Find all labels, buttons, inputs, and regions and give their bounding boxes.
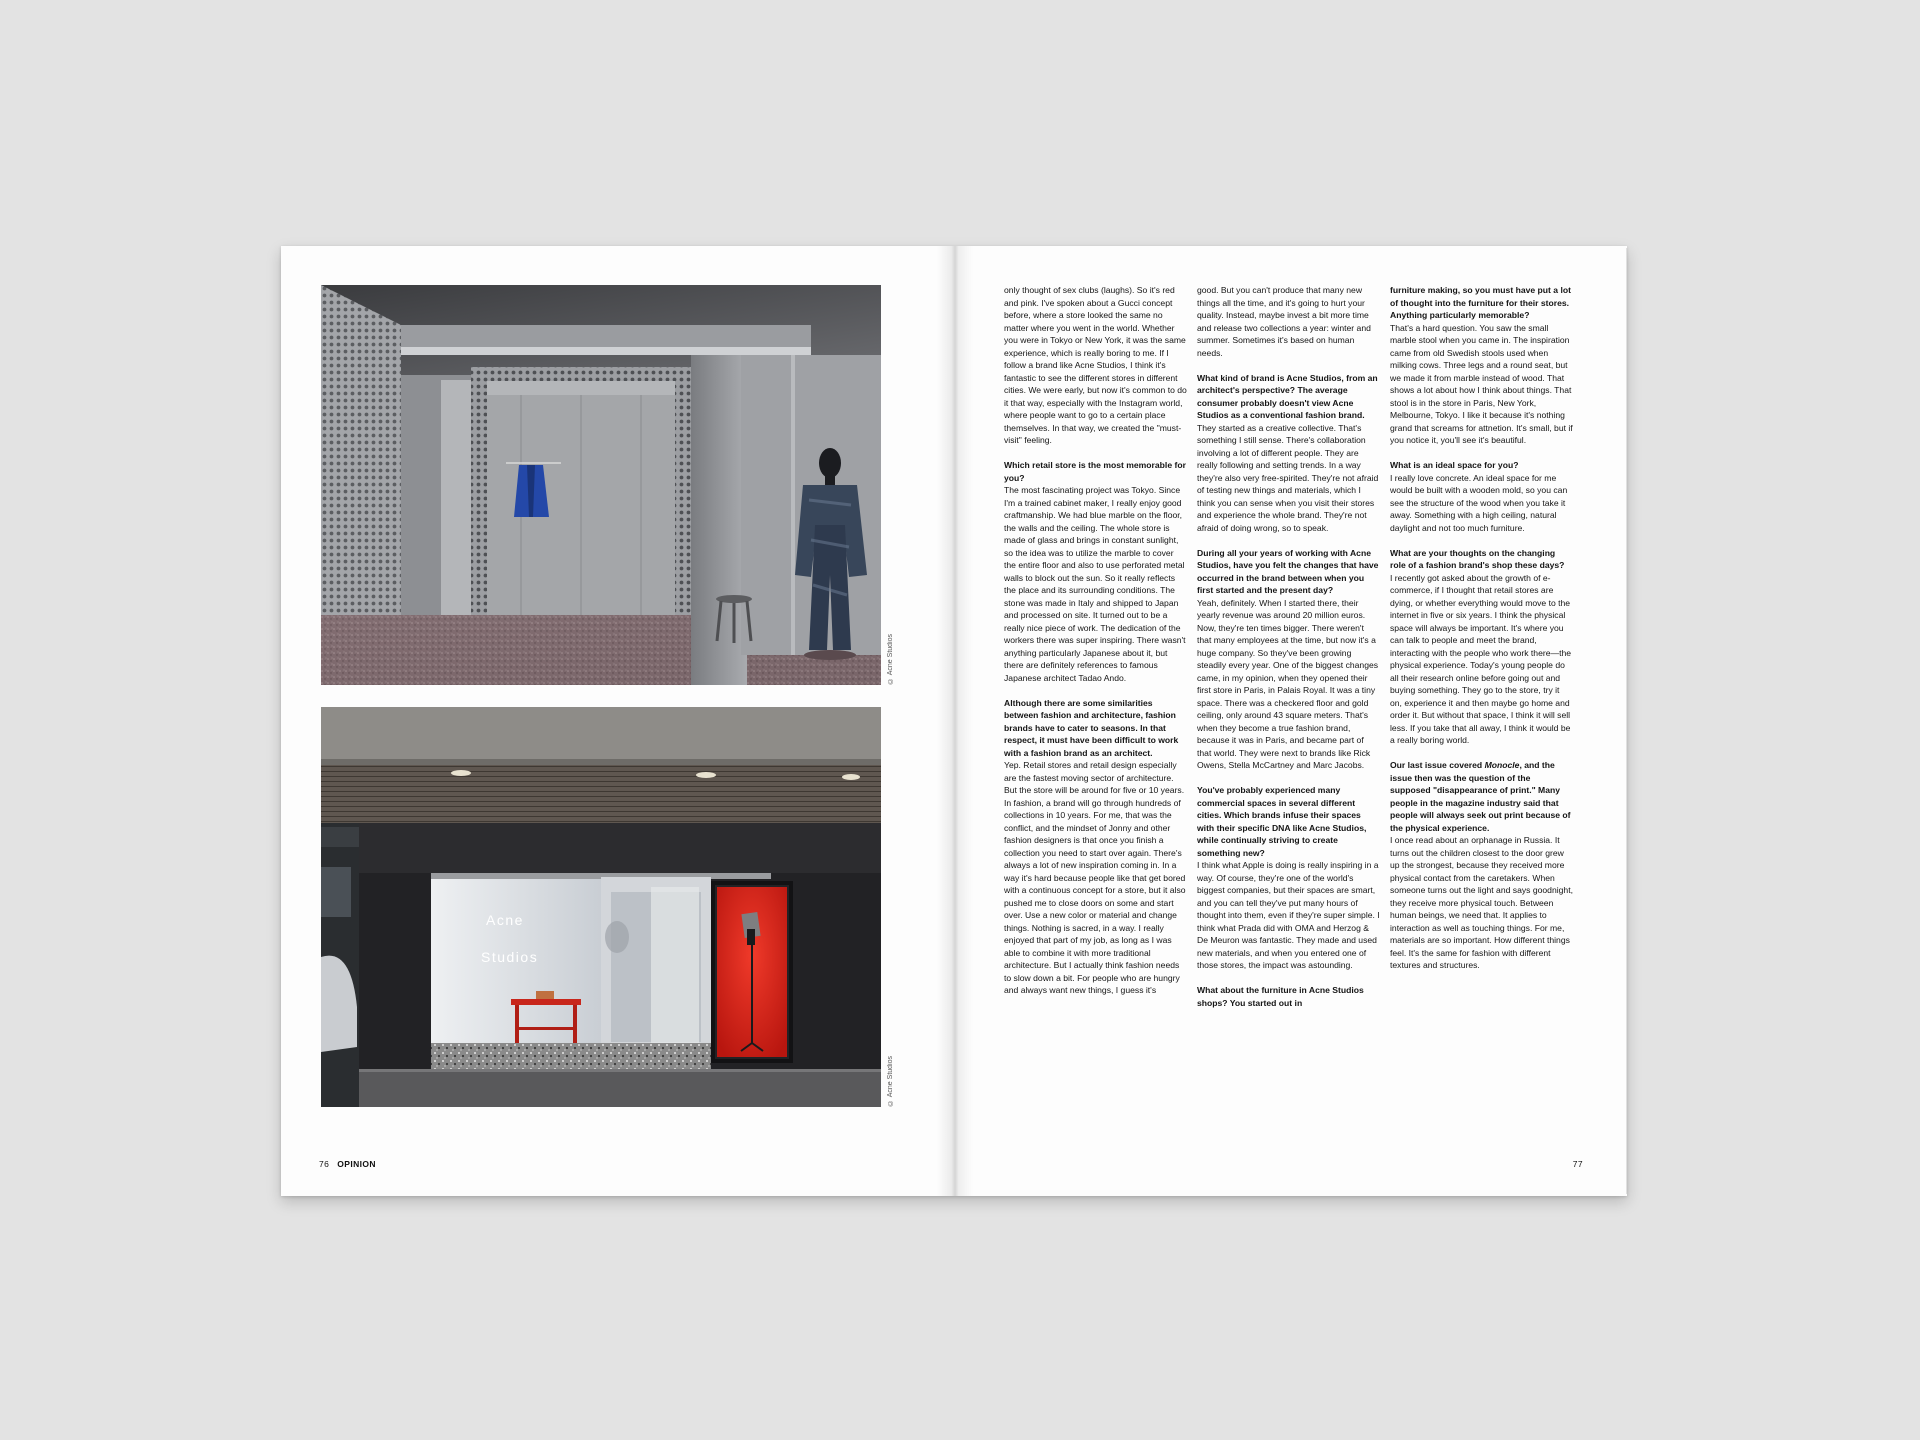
question: What are your thoughts on the changing role of a fashion brand's shop these days? [1390,547,1565,570]
page-number: 76 [319,1159,330,1169]
qa-block [1004,459,1187,684]
qa-block [1390,547,1573,747]
question: During all your years of working with Acne Studios, have you felt the changes that have occurred in the brand between when you first started and the present day? [1197,547,1379,595]
question: What is an ideal space for you? [1390,460,1519,470]
folio-left [319,1159,376,1169]
section-title: OPINION [337,1159,376,1169]
sign-studios: Studios [481,949,539,965]
answer: They started as a creative collective. That's something I still sense. There's collaboration involving a lot of different people. They are really following and setting trends. In a way they're also very free-spirited. They're not afraid of testing new things and materials, which I think you can sense when you visit their stores and experience the whole brand. They're not afraid of doing wrong, so to speak. [1197,422,1379,533]
sign-acne: Acne [486,912,524,928]
answer: I once read about an orphanage in Russia. It turns out the children closest to the door grew up the strongest, because they received more physical contact from the caretakers. When someone turns out the light and says goodnight, they receive more physical touch. Between human beings, we need that. It applies to interaction as well as touching things. For me, materials are so important. How different things feel. It's the same for fashion with different textures and structures. [1390,835,1573,970]
answer: That's a hard question. You saw the small marble stool when you came in. The inspiration came from old Swedish stools used when milking cows. Three legs and a round seat, but we made it from marble instead of wood. That shows a lot about how I think about things. That stool is in the store in Paris, New York, Melbourne, Tokyo. I like it because it's nothing grand that screams for attnetion. It's small, but if you notice it, you'll see it's beautiful. [1390,322,1573,445]
text-column-3 [1390,284,1573,1109]
qa-block [1390,284,1573,447]
question [1390,759,1573,834]
magazine-name: Monocle [1484,760,1520,770]
question: furniture making, so you must have put a lot of thought into the furniture for their stores. Anything particularly memorable? [1390,285,1571,320]
magazine-spread [281,246,1627,1196]
storefront-photo [321,707,881,1107]
question: What kind of brand is Acne Studios, from an architect's perspective? The average consumer probably doesn't view Acne Studios as a conventional fashion brand. [1197,372,1378,420]
question: You've probably experienced many commercial spaces in several different cities. Which brands infuse their spaces with their specific DNA like Acne Studios, while continually striving to create something new? [1197,785,1367,858]
qa-block [1390,459,1573,534]
qa-block [1004,697,1187,997]
answer: I think what Apple is doing is really inspiring in a way. Of course, they're one of the world's biggest companies, but their spaces are smart, and you can tell they've put many hours of thought into them, even if they're super simple. I think what Prada did with OMA and Herzog & De Meuron was fantastic. They made and used new materials, and when you entered one of those stores, the impact was astounding. [1197,860,1380,970]
qa-block [1197,547,1380,772]
question: Although there are some similarities between fashion and architecture, fashion brands have to cater to seasons. In that respect, it must have been difficult to work with a fashion brand as an architect. [1004,697,1179,758]
store-interior-photo [321,285,881,685]
question-part: , and the issue then was the question of the supposed "disappearance of print." Many people in the magazine industry said that people will always seek out print because of the physical experience. [1390,760,1571,833]
paragraph: only thought of sex clubs (laughs). So it's red and pink. I've spoken about a Gucci concept before, where a store looked the same no matter where you went in the world. Whether you were in Tokyo or New York, it was the same experience, which is really boring to me. If I follow a brand like Acne Studios, I think it's fantastic to see the different stores in different cities. We were early, but now it's common to do it that way, especially with the Instagram world, where people want to go to a certain place themselves. In that way, we created the "must-visit" feeling. [1004,285,1187,445]
answer: Yep. Retail stores and retail design especially are the fastest moving sector of architecture. But the store will be around for five or 10 years. In fashion, a brand will go through hundreds of collections in 10 years. For me, that was the conflict, and the mindset of Jonny and other fashion designers is that once you finish a collection you need to start over again. There's always a lot of new inspiration coming in. In a way it's hard because people like that get bored with a continuous concept for a store, but it also pushed me to close doors on some and start over. Use a new color or material and change things. Nothing is sacred, in a way. I really enjoyed that part of my job, as long as I was able to combine it with more traditional architecture. But I actually think fashion needs to slow down a bit. For people who are hungry and always want new things, I guess it's [1004,760,1186,995]
photo-credit: © Acne Studios [887,634,894,684]
qa-block [1197,784,1380,972]
photo-credit: © Acne Studios [887,1056,894,1106]
text-column-2 [1197,284,1380,1109]
question-part: Our last issue covered [1390,760,1485,770]
qa-block [1390,759,1573,972]
right-page [952,246,1627,1196]
left-page [281,246,952,1196]
question: Which retail store is the most memorable for you? [1004,460,1186,483]
qa-block [1197,372,1380,535]
text-column-1 [1004,284,1187,1109]
question: What about the furniture in Acne Studios shops? You started out in [1197,985,1364,1008]
paragraph: good. But you can't produce that many new things all the time, and it's going to hurt your quality. Instead, maybe invest a bit more time and release two collections a year: winter and summer. Sometimes it's based on human needs. [1197,285,1371,358]
answer: Yeah, definitely. When I started there, their yearly revenue was around 20 million euros. Now, they're ten times bigger. There weren't that many employees at the time, but now it's a huge company. So they've been growing steadily every year. One of the biggest changes came, in my opinion, when they opened their first store in Paris, in Palais Royal. It was a tiny space. There was a checkered floor and gold ceiling, only around 43 square meters. That's when they become a true fashion brand, because it was in Paris, and became part of that world. They were next to brands like Rick Owens, Stella McCartney and Marc Jacobs. [1197,597,1379,770]
page-edge [1626,248,1627,1194]
answer: I recently got asked about the growth of e-commerce, if I thought that retail stores are dying, or whether everything would move to the internet in five or six years. I think the physical space will always be important. It's where you can talk to people and meet the brand, interacting with the people who work there—the physical experience. Today's young people do all their research online before going out and buying something. They go to the store, try it on, experience it and then maybe go home and order it. But without that space, I think it will sell less. If you take that all away, I think it would be a really boring world. [1390,572,1572,745]
qa-block [1197,984,1380,1009]
answer: I really love concrete. An ideal space for me would be built with a wooden mold, so you can see the structure of the wood when you take it away. Something with a high ceiling, natural daylight and not too much furniture. [1390,472,1568,533]
folio-right: 77 [1572,1159,1583,1169]
answer: The most fascinating project was Tokyo. Since I'm a trained cabinet maker, I really enjoy good craftmanship. We had blue marble on the floor, the walls and the ceiling. The whole store is made of glass and brings in constant sunlight, so the idea was to utilize the marble to cover the entire floor and also to use perforated metal walls to block out the sun. So it really reflects the place and its surrounding conditions. The stone was made in Italy and shipped to Japan and processed on site. It turned out to be a really nice piece of work. The dedication of the workers there was super inspiring. There wasn't anything particularly Japanese about it, but there are definitely references to famous Japanese architect Tadao Ando. [1004,485,1186,683]
